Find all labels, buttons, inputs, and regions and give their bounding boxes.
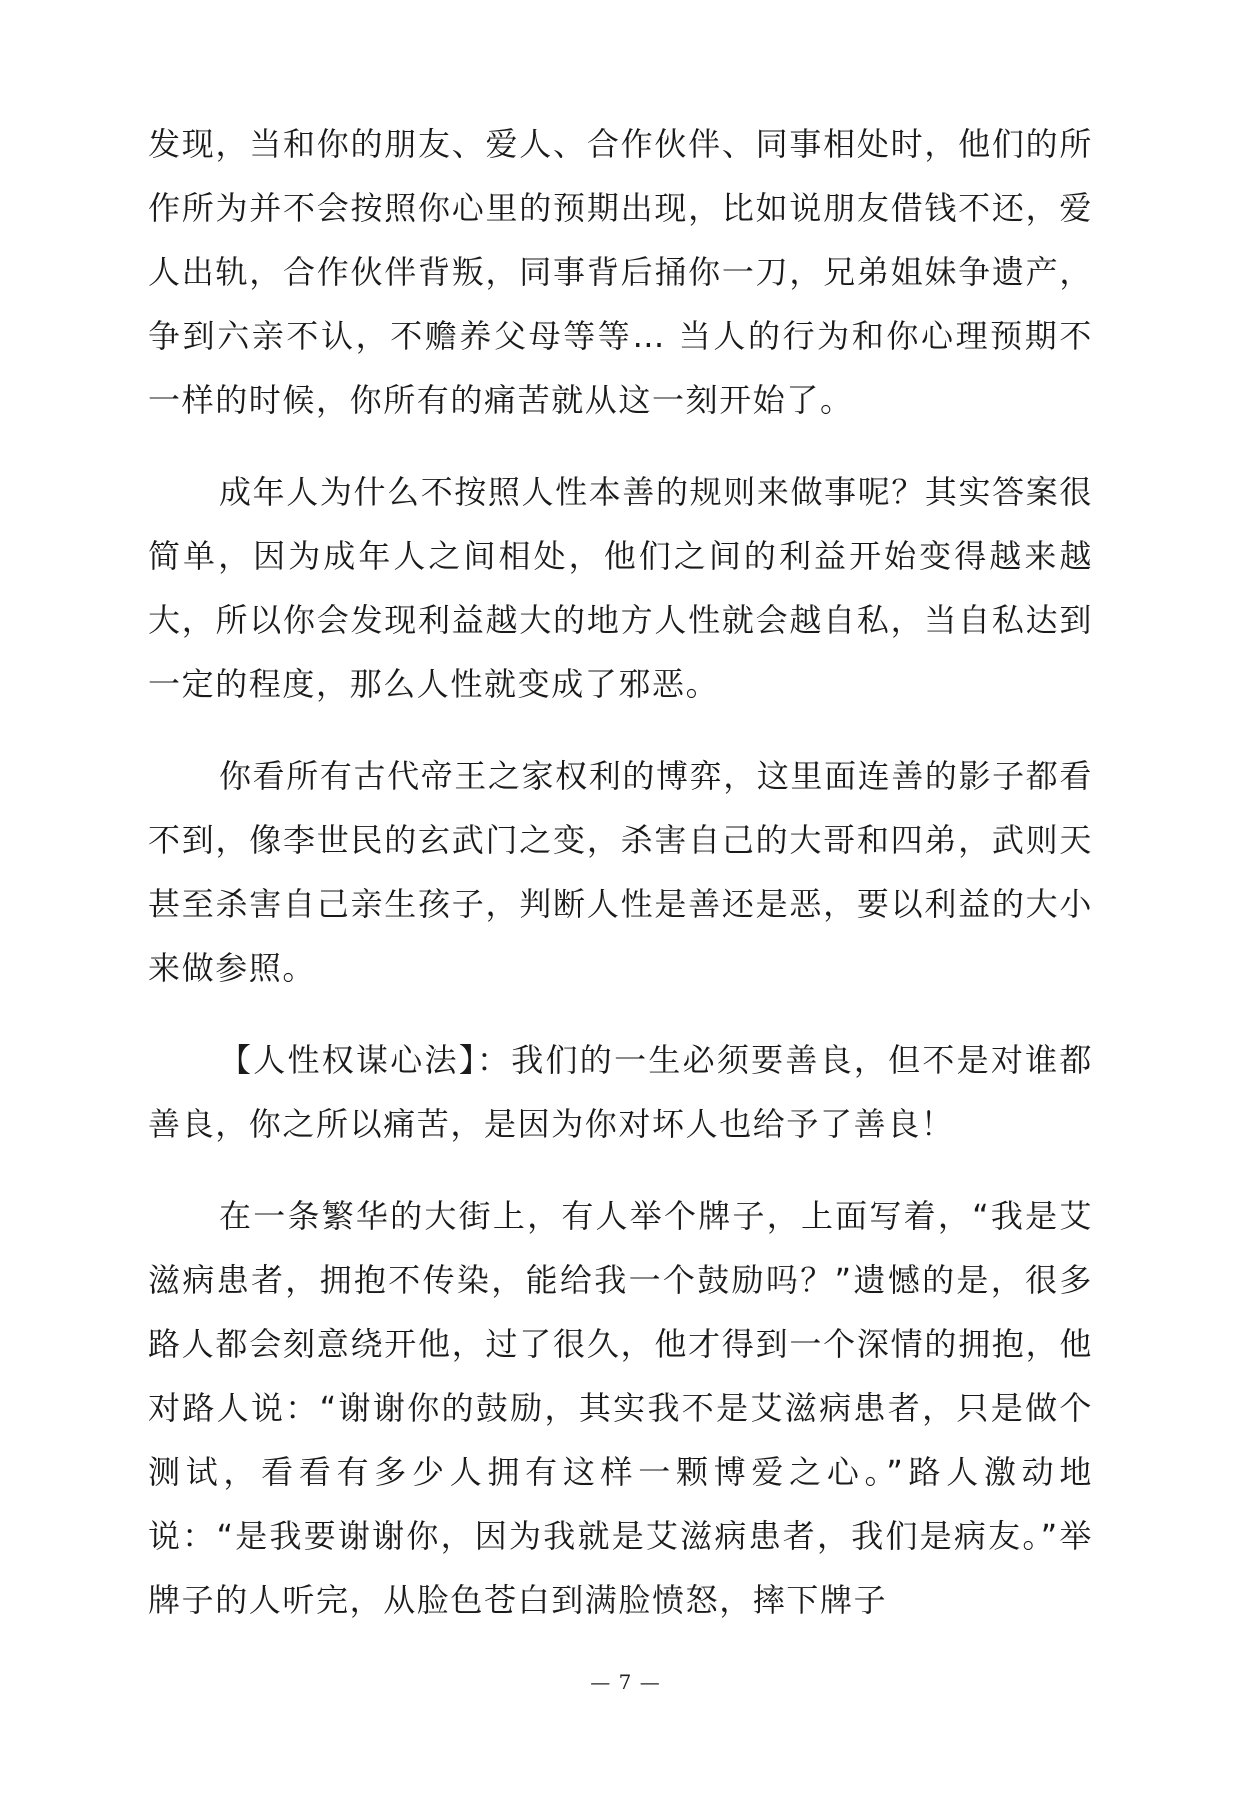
paragraph-gap	[148, 1000, 1093, 1028]
paragraph-5: 在一条繁华的大街上，有人举个牌子，上面写着，“我是艾滋病患者，拥抱不传染，能给我一个鼓励吗？”遗憾的是，很多路人都会刻意绕开他，过了很久，他才得到一个深情的拥抱，他对路人说：“谢谢你的鼓励，其实我不是艾滋病患者，只是做个测试，看看有多少人拥有这样一颗博爱之心。”路人激动地说：“是我要谢谢你，因为我就是艾滋病患者，我们是病友。”举牌子的人听完，从脸色苍白到满脸愤怒，摔下牌子	[148, 1197, 1093, 1619]
page-number: — 7 —	[590, 1670, 661, 1694]
paragraph-2: 成年人为什么不按照人性本善的规则来做事呢？其实答案很简单，因为成年人之间相处，他们之间的利益开始变得越来越大，所以你会发现利益越大的地方人性就会越自私，当自私达到一定的程度，那么人性就变成了邪恶。	[148, 473, 1093, 703]
paragraph-3: 你看所有古代帝王之家权利的博弈，这里面连善的影子都看不到，像李世民的玄武门之变，杀害自己的大哥和四弟，武则天甚至杀害自己亲生孩子，判断人性是善还是恶，要以利益的大小来做参照。	[148, 757, 1093, 987]
paragraph-gap	[148, 1156, 1093, 1184]
paragraph-gap	[148, 432, 1093, 460]
paragraph-1: 发现，当和你的朋友、爱人、合作伙伴、同事相处时，他们的所作所为并不会按照你心里的预期出现，比如说朋友借钱不还，爱人出轨，合作伙伴背叛，同事背后捅你一刀，兄弟姐妹争遗产，争到六亲不认，不赡养父母等等… 当人的行为和你心理预期不一样的时候，你所有的痛苦就从这一刻开始了。	[148, 125, 1093, 419]
paragraph-gap	[148, 716, 1093, 744]
document-body	[148, 112, 1093, 1632]
paragraph-4: 【人性权谋心法】：我们的一生必须要善良，但不是对谁都善良，你之所以痛苦，是因为你对坏人也给予了善良！	[148, 1041, 1093, 1143]
